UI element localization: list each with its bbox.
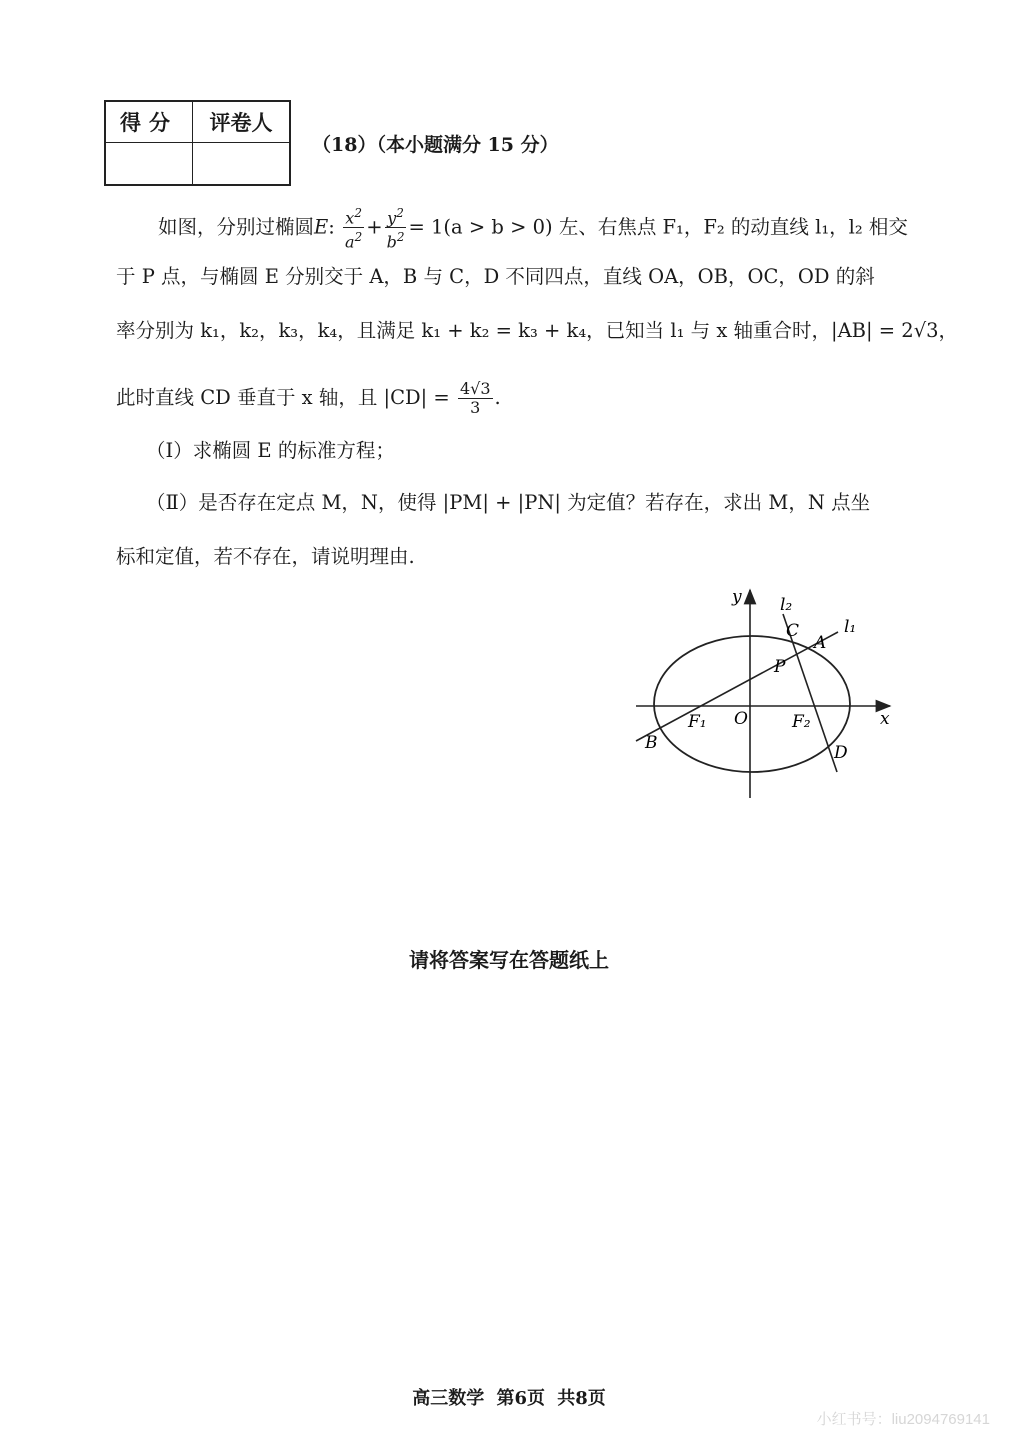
ellipse-condition: = 1(a > b > 0) (408, 215, 553, 239)
cd-denominator: 3 (470, 398, 481, 417)
label-O: O (734, 709, 748, 729)
line1-prefix: 如图，分别过椭圆 (158, 215, 315, 239)
grader-header: 评卷人 (193, 101, 291, 143)
question-line-1: 如图，分别过椭圆E: $\frac{x^2}{a^2}$ + $\frac{y^2}{b^2}$ = 1(a > b > 0) 左、右焦点 F₁，F₂ 的动直线 l₁，l₂ 相交 (158, 206, 908, 252)
part-2-continued: 标和定值，若不存在，请说明理由. (116, 545, 415, 568)
label-B: B (645, 733, 658, 753)
question-line-4: 此时直线 CD 垂直于 x 轴，且 |CD| = $\frac{4√3}{3}$ . (116, 379, 501, 417)
y-fraction: $\frac{y^2}{b^2}$ (386, 206, 405, 252)
cd-numerator: 4√3 (459, 379, 491, 398)
label-y: y (732, 587, 742, 607)
watermark: 小红书号：liu2094769141 (816, 1411, 990, 1428)
label-F1: F₁ (688, 712, 707, 732)
score-cell (105, 143, 193, 186)
page-info: 高三数学 第6页 共8页 (412, 1388, 606, 1409)
score-header: 得分 (105, 101, 193, 143)
label-D: D (834, 743, 848, 763)
score-table (104, 100, 291, 186)
part-2: （Ⅱ）是否存在定点 M，N，使得 |PM| + |PN| 为定值？若存在，求出 M，N 点坐 (146, 491, 871, 514)
answer-note: 请将答案写在答题纸上 (409, 948, 609, 972)
label-A: A (814, 633, 827, 653)
label-C: C (786, 621, 800, 641)
line4-prefix: 此时直线 CD 垂直于 x 轴，且 |CD| = (116, 386, 450, 409)
question-line-3: 率分别为 k₁，k₂，k₃，k₄，且满足 k₁ + k₂ = k₃ + k₄，已知当 l₁ 与 x 轴重合时，|AB| = 2√3， (116, 319, 959, 342)
label-P: P (774, 657, 786, 677)
line1-suffix: 左、右焦点 F₁，F₂ 的动直线 l₁，l₂ 相交 (558, 215, 908, 239)
question-line-2: 于 P 点，与椭圆 E 分别交于 A，B 与 C，D 不同四点，直线 OA，OB，OC，OD 的斜 (116, 265, 875, 288)
part-1: （Ⅰ）求椭圆 E 的标准方程； (146, 439, 395, 462)
label-x: x (880, 709, 890, 729)
cd-fraction (458, 380, 493, 417)
x-fraction: $\frac{x^2}{a^2}$ (345, 206, 363, 252)
question-number: （18）（本小题满分 15 分） (312, 134, 559, 156)
grader-cell (193, 143, 291, 186)
label-l2: l₂ (780, 595, 793, 615)
label-F2: F₂ (792, 712, 811, 732)
ellipse-curve (654, 636, 850, 772)
ellipse-diagram (620, 580, 910, 800)
label-l1: l₁ (844, 617, 857, 637)
ellipse-name: E (314, 215, 329, 239)
